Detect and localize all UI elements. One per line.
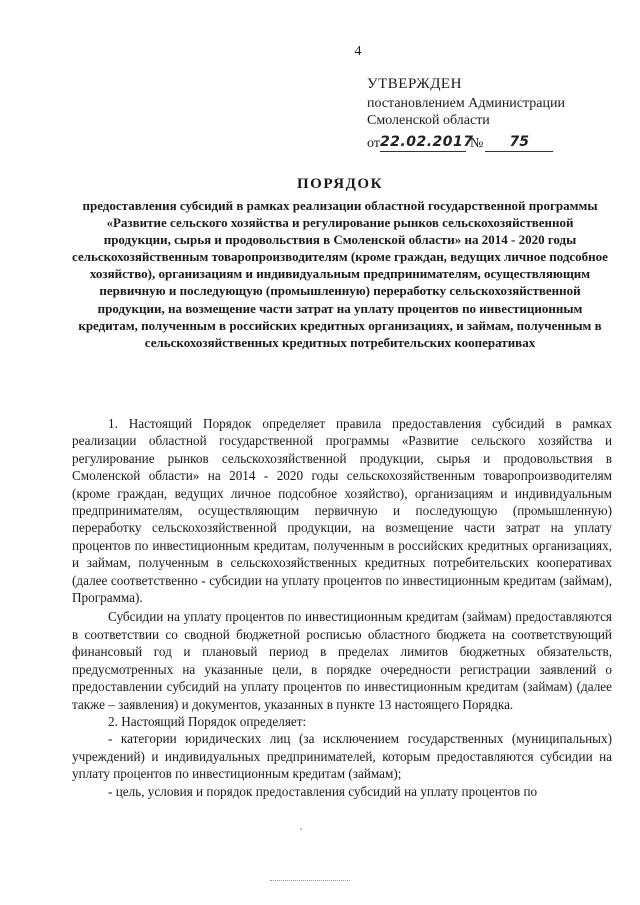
approval-line-2: Смоленской области: [367, 113, 490, 128]
approval-stamp-block: [367, 76, 627, 152]
approval-heading: УТВЕРЖДЕН: [367, 76, 462, 92]
number-label: №: [469, 136, 484, 151]
paragraph-3: 2. Настоящий Порядок определяет:: [108, 713, 307, 729]
paragraph-4: - категории юридических лиц (за исключением государственных (муниципальных) учреждений) и индивидуальных предпринимателей, которым предоставляются субсидии на уплату процентов по инвестиционным кредитам (займам);: [72, 731, 612, 782]
handwritten-number: 75: [485, 134, 553, 152]
approval-date-number-line: [367, 132, 627, 152]
document-body: [72, 415, 612, 800]
from-label: от: [367, 136, 380, 151]
document-subtitle: предоставления субсидий в рамках реализации областной государственной программы «Развитие сельского хозяйства и регулирование рынков сельскохозяйственной продукции, сырья и продовольствия в Смоленской области» на 2014 - 2020 годы сельскохозяйственным товаропроизводителям (кроме граждан, ведущих личное подсобное хозяйство), организациям и индивидуальным предпринимателям, осуществляющим первичную и последующую (промышленную) переработку сельскохозяйственной продукции, на возмещение части затрат на уплату процентов по инвестиционным кредитам, полученным в российских кредитных организациях, и займам, полученным в сельскохозяйственных кредитных потребительских кооперативах: [72, 198, 608, 350]
handwritten-date: 22.02.2017: [379, 134, 474, 150]
scan-speck: [300, 828, 302, 830]
approval-line-1: постановлением Администрации: [367, 96, 565, 111]
paragraph-2: Субсидии на уплату процентов по инвестиционным кредитам (займам) предоставляются в соответствии со сводной бюджетной росписью областного бюджета на соответствующий финансовый год и плановый период в пределах лимитов бюджетных обязательств, предусмотренных на указанные цели, в порядке очередности регистрации заявлений о предоставлении субсидий на уплату процентов по инвестиционным кредитам (займам) (далее также – заявления) и документов, указанных в пункте 13 настоящего Порядка.: [72, 609, 612, 712]
paragraph-5: - цель, условия и порядок предоставления субсидий на уплату процентов по: [108, 783, 538, 799]
paragraph-1: 1. Настоящий Порядок определяет правила предоставления субсидий в рамках реализации областной государственной программы «Развитие сельского хозяйства и регулирование рынков сельскохозяйственной продукции, сырья и продовольствия в Смоленской области» на 2014 - 2020 годы сельскохозяйственным товаропроизводителям (кроме граждан, ведущих личное подсобное хозяйство), организациям и индивидуальным предпринимателям, осуществляющим первичную и последующую (промышленную) переработку сельскохозяйственной продукции, на возмещение части затрат на уплату процентов по инвестиционным кредитам, полученным в российских кредитных организациях, и займам, полученным в сельскохозяйственных кредитных потребительских кооперативах (далее соответственно - субсидии на уплату процентов по инвестиционным кредитам (займам), Программа).: [72, 416, 612, 606]
document-title: ПОРЯДОК: [297, 176, 383, 192]
page-number: 4: [354, 44, 362, 59]
scan-footer-marks: [270, 880, 350, 885]
